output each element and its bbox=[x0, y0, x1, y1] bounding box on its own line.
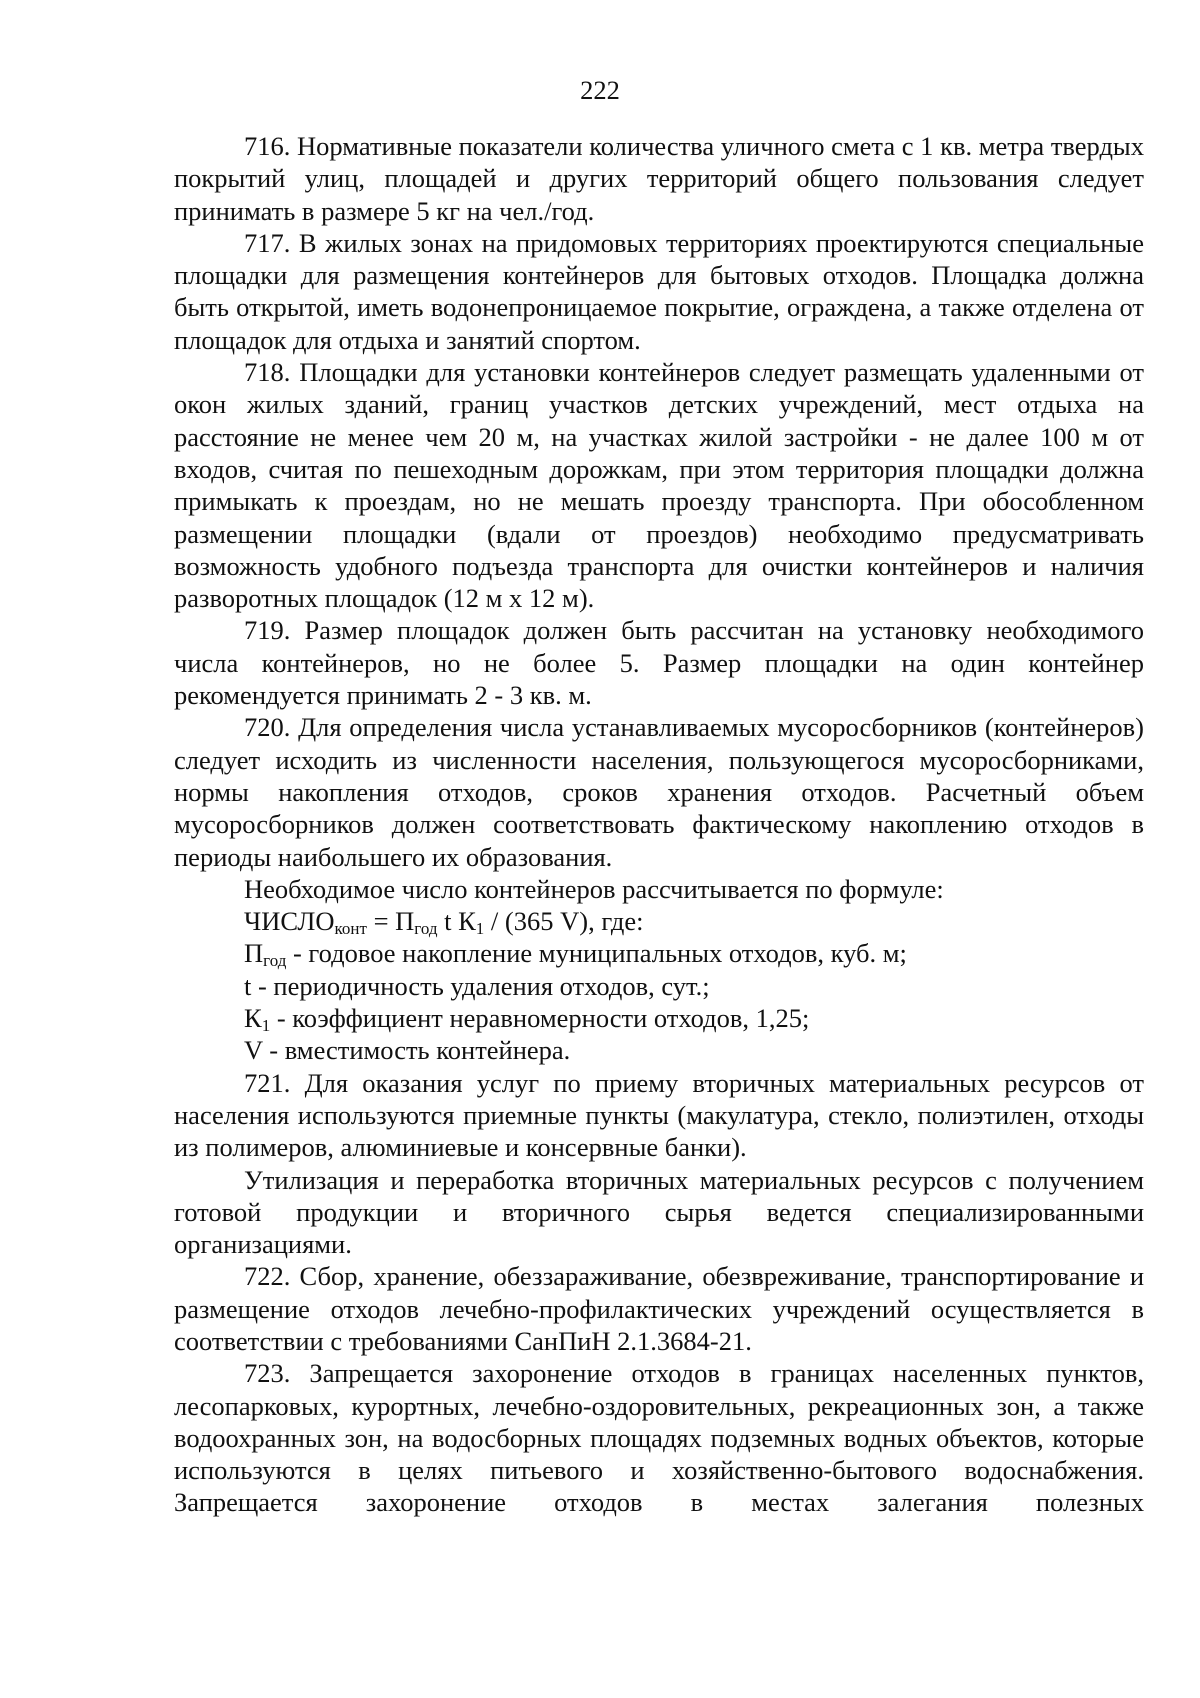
formula-t-k: t К bbox=[437, 906, 476, 937]
page-number: 222 bbox=[580, 75, 620, 105]
formula-k-subscript: 1 bbox=[475, 919, 485, 939]
document-body bbox=[174, 130, 1144, 1519]
formula-p-subscript: год bbox=[414, 919, 438, 939]
formula-intro: Необходимое число контейнеров рассчитывается по формуле: bbox=[244, 873, 944, 904]
formula-lhs-subscript: конт bbox=[334, 919, 367, 939]
paragraph-721-continued: Утилизация и переработка вторичных материальных ресурсов с получением готовой продукции и вторичного сырья ведется специализированными организациями. bbox=[174, 1164, 1144, 1260]
legend-p-symbol: П bbox=[244, 938, 264, 969]
paragraph-722: 722. Сбор, хранение, обеззараживание, обезвреживание, транспортирование и размещение отходов лечебно-профилактических учреждений осуществляется в соответствии с требованиями СанПиН 2.1.3684-21. bbox=[174, 1261, 1144, 1356]
legend-p-description: - годовое накопление муниципальных отходов, куб. м; bbox=[286, 938, 907, 969]
formula-rest: / (365 V), где: bbox=[484, 906, 644, 937]
paragraph-716: 716. Нормативные показатели количества уличного смета с 1 кв. метра твердых покрытий улиц, площадей и других территорий общего пользования следует принимать в размере 5 кг на чел./год. bbox=[174, 131, 1144, 226]
formula-eq: = П bbox=[366, 906, 415, 937]
paragraph-718: 718. Площадки для установки контейнеров следует размещать удаленными от окон жилых зданий, границ участков детских учреждений, мест отдыха на расстояние не менее чем 20 м, на участках жилой застройки - не далее 100 м от входов, считая по пешеходным дорожкам, при этом территория площадки должна примыкать к проездам, но не мешать проезду транспорта. При обособленном размещении площадки (вдали от проездов) необходимо предусматривать возможность удобного подъезда транспорта для очистки контейнеров и наличия разворотных площадок (12 м х 12 м). bbox=[174, 357, 1144, 614]
legend-p bbox=[174, 937, 1144, 969]
legend-k-description: - коэффициент неравномерности отходов, 1,25; bbox=[270, 1003, 810, 1034]
legend-p-subscript: год bbox=[263, 951, 287, 971]
formula-line bbox=[174, 905, 1144, 937]
paragraph-721: 721. Для оказания услуг по приему вторичных материальных ресурсов от населения используются приемные пункты (макулатура, стекло, полиэтилен, отходы из полимеров, алюминиевые и консервные банки). bbox=[174, 1067, 1144, 1163]
legend-k bbox=[174, 1002, 1144, 1034]
paragraph-719: 719. Размер площадок должен быть рассчитан на установку необходимого числа контейнеров, но не более 5. Размер площадки на один контейнер рекомендуется принимать 2 - 3 кв. м. bbox=[174, 615, 1144, 711]
paragraph-720: 720. Для определения числа устанавливаемых мусоросборников (контейнеров) следует исходить из численности населения, пользующегося мусоросборниками, нормы накопления отходов, сроков хранения отходов. Расчетный объем мусоросборников должен соответствовать фактическому накоплению отходов в периоды наибольшего их образования. bbox=[174, 712, 1144, 872]
legend-k-subscript: 1 bbox=[261, 1016, 271, 1036]
legend-t: t - периодичность удаления отходов, сут.; bbox=[244, 970, 710, 1001]
legend-v: V - вместимость контейнера. bbox=[244, 1035, 571, 1066]
legend-k-symbol: К bbox=[244, 1003, 262, 1034]
paragraph-723: 723. Запрещается захоронение отходов в границах населенных пунктов, лесопарковых, курортных, лечебно-оздоровительных, рекреационных зон, а также водоохранных зон, на водосборных площадях подземных водных объектов, которые используются в целях питьевого и хозяйственно-бытового водоснабжения. Запрещается захоронение отходов в местах залегания полезных bbox=[174, 1358, 1144, 1518]
formula-lhs: ЧИСЛО bbox=[244, 906, 335, 937]
paragraph-717: 717. В жилых зонах на придомовых территориях проектируются специальные площадки для размещения контейнеров для бытовых отходов. Площадка должна быть открытой, иметь водонепроницаемое покрытие, ограждена, а также отделена от площадок для отдыха и занятий спортом. bbox=[174, 227, 1144, 355]
